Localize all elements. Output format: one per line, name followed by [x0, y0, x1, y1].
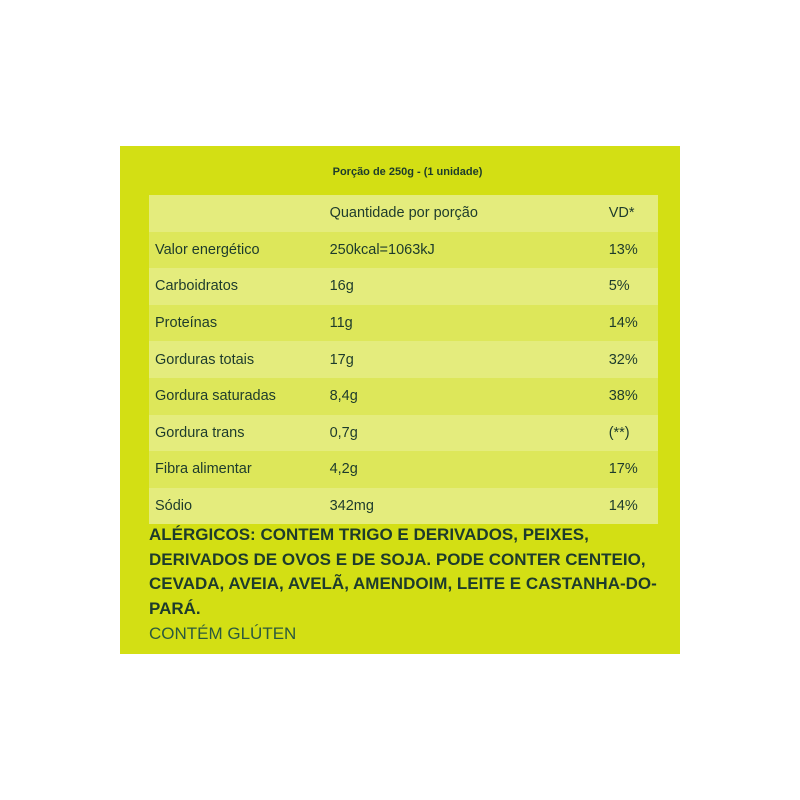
nutrient-name: Fibra alimentar — [155, 461, 252, 478]
nutrient-quantity: 17g — [329, 351, 354, 368]
nutrient-name: Gordura trans — [155, 424, 245, 441]
table-row — [149, 268, 658, 305]
nutrient-name: Valor energético — [155, 241, 260, 258]
gluten-notice: CONTÉM GLÚTEN — [149, 624, 297, 643]
nutrient-name: Proteínas — [155, 315, 218, 332]
nutrient-name: Gorduras totais — [155, 351, 255, 368]
table-row — [149, 488, 658, 525]
nutrition-table — [149, 195, 658, 524]
nutrient-quantity: 16g — [329, 278, 354, 295]
nutrient-name: Gordura saturadas — [155, 388, 276, 405]
nutrient-quantity: 0,7g — [329, 424, 358, 441]
nutrient-name: Carboidratos — [155, 278, 239, 295]
allergens-notice: ALÉRGICOS: CONTEM TRIGO E DERIVADOS, PEIXES, DERIVADOS DE OVOS E DE SOJA. PODE CONTER CENTEIO, CEVADA, AVEIA, AVELÃ, AMENDOIM, LEITE E CASTANHA-DO- PARÁ. — [149, 525, 657, 618]
table-row — [149, 378, 658, 415]
nutrient-dv: 14% — [608, 498, 638, 515]
table-row — [149, 232, 658, 269]
table-header-row — [149, 195, 658, 232]
serving-size: Porção de 250g - (1 unidade) — [332, 166, 483, 178]
table-row — [149, 305, 658, 342]
nutrient-dv: 38% — [608, 388, 638, 405]
nutrient-dv: (**) — [608, 424, 630, 441]
nutrient-name: Sódio — [155, 498, 193, 515]
nutrition-panel — [120, 146, 680, 654]
nutrient-dv: 5% — [608, 278, 630, 295]
header-quantity: Quantidade por porção — [329, 205, 478, 222]
table-row — [149, 415, 658, 452]
nutrient-quantity: 8,4g — [329, 388, 358, 405]
nutrient-quantity: 250kcal=1063kJ — [329, 241, 435, 258]
table-row — [149, 451, 658, 488]
nutrient-quantity: 11g — [329, 315, 353, 332]
nutrient-quantity: 4,2g — [329, 461, 358, 478]
nutrient-dv: 13% — [608, 241, 638, 258]
nutrient-dv: 32% — [608, 351, 638, 368]
header-dv: VD* — [608, 205, 635, 222]
nutrient-dv: 14% — [608, 315, 638, 332]
nutrient-quantity: 342mg — [329, 498, 374, 515]
table-row — [149, 341, 658, 378]
nutrient-dv: 17% — [608, 461, 638, 478]
